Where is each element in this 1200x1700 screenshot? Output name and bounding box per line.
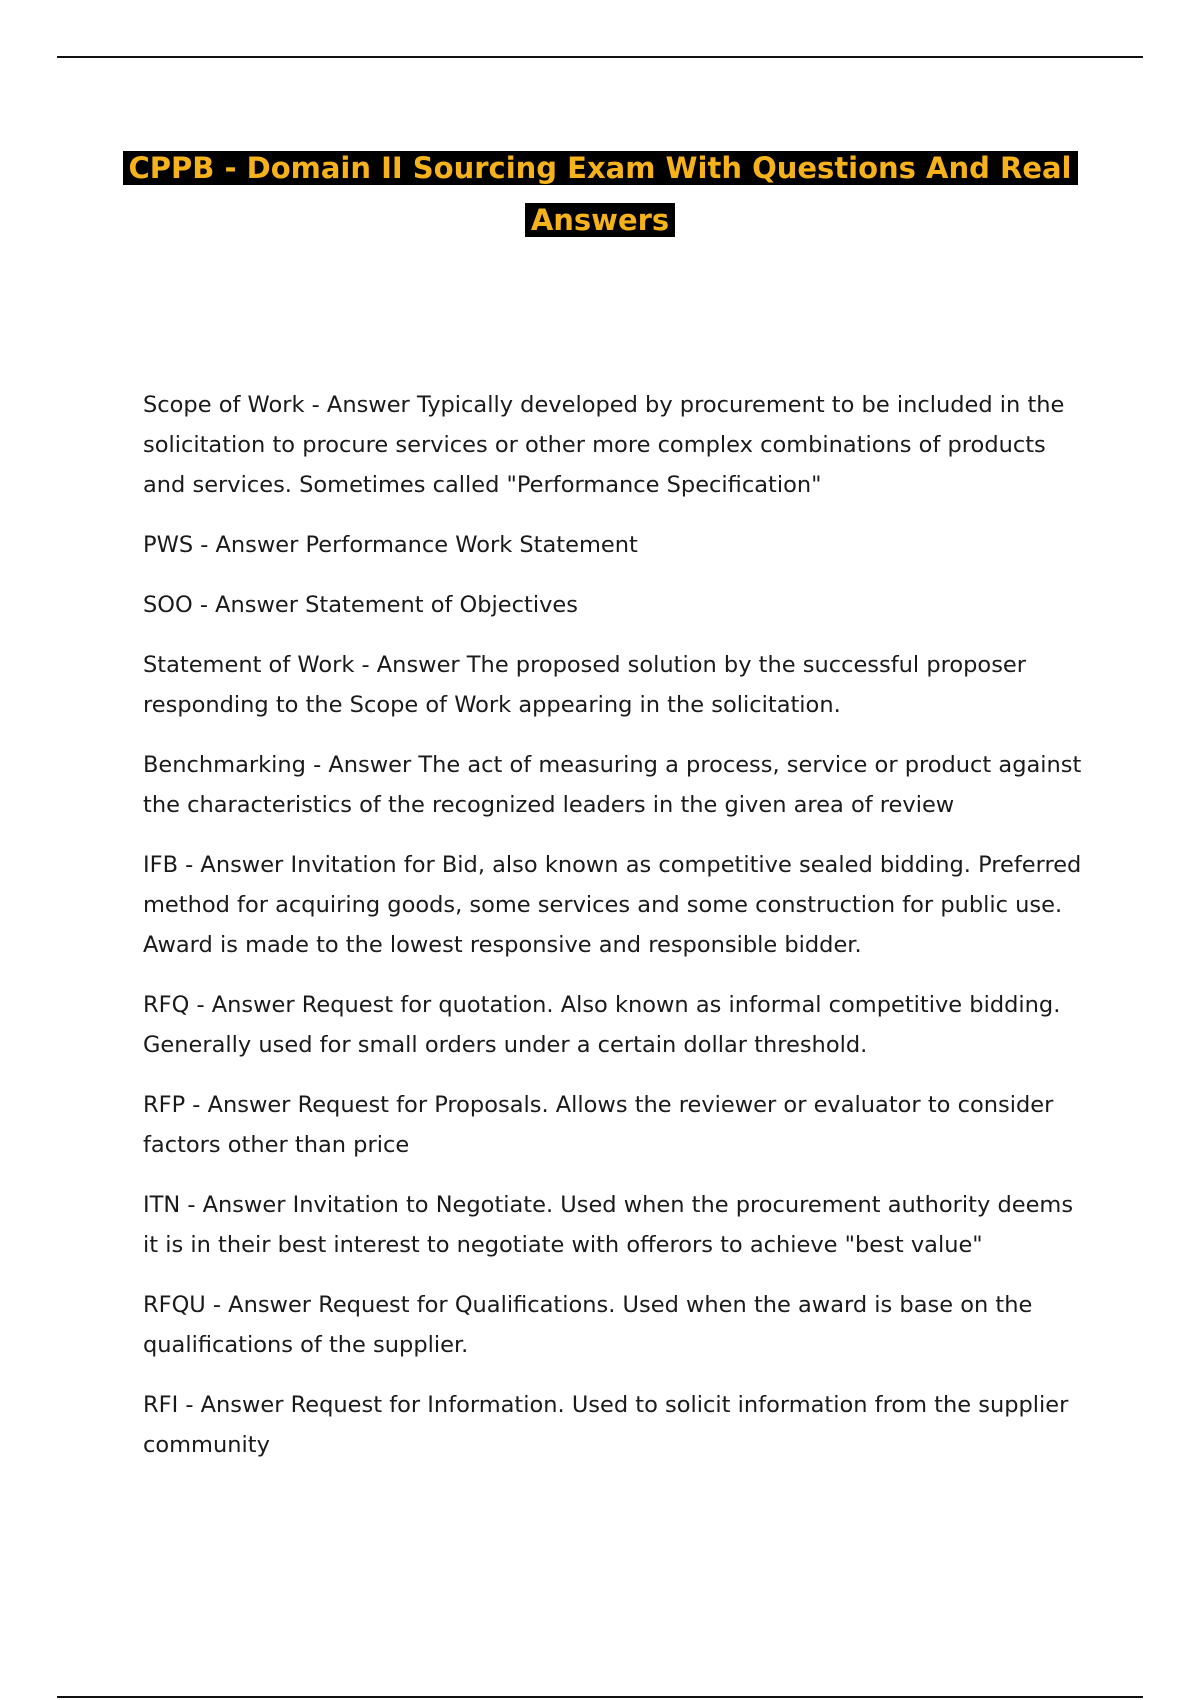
qa-entry: Statement of Work - Answer The proposed solution by the successful proposer responding to the Scope of Work appearing in the solicitation. bbox=[143, 652, 1027, 718]
qa-entry: IFB - Answer Invitation for Bid, also known as competitive sealed bidding. Preferred method for acquiring goods, some services and some construction for public use. Award is made to the lowest responsive and responsible bidder. bbox=[143, 852, 1082, 958]
top-rule bbox=[57, 56, 1143, 58]
qa-entry: Scope of Work - Answer Typically developed by procurement to be included in the solicitation to procure services or other more complex combinations of products and services. Sometimes called "Performance Specification" bbox=[143, 392, 1065, 498]
document-title-text: CPPB - Domain II Sourcing Exam With Questions And Real Answers bbox=[123, 151, 1078, 237]
qa-entry: RFQ - Answer Request for quotation. Also known as informal competitive bidding. Generally used for small orders under a certain dollar threshold. bbox=[143, 992, 1061, 1058]
qa-entry: Benchmarking - Answer The act of measuring a process, service or product against the characteristics of the recognized leaders in the given area of review bbox=[143, 752, 1082, 818]
qa-entry: RFQU - Answer Request for Qualifications. Used when the award is base on the qualifications of the supplier. bbox=[143, 1292, 1033, 1358]
qa-entry: RFP - Answer Request for Proposals. Allows the reviewer or evaluator to consider factors other than price bbox=[143, 1092, 1054, 1158]
qa-entry: RFI - Answer Request for Information. Used to solicit information from the supplier community bbox=[143, 1392, 1069, 1458]
bottom-rule bbox=[57, 1696, 1143, 1698]
qa-list bbox=[143, 385, 1088, 1485]
document-title bbox=[100, 142, 1100, 246]
qa-entry: ITN - Answer Invitation to Negotiate. Used when the procurement authority deems it is in their best interest to negotiate with offerors to achieve "best value" bbox=[143, 1192, 1074, 1258]
qa-entry: PWS - Answer Performance Work Statement bbox=[143, 532, 638, 558]
qa-entry: SOO - Answer Statement of Objectives bbox=[143, 592, 578, 618]
